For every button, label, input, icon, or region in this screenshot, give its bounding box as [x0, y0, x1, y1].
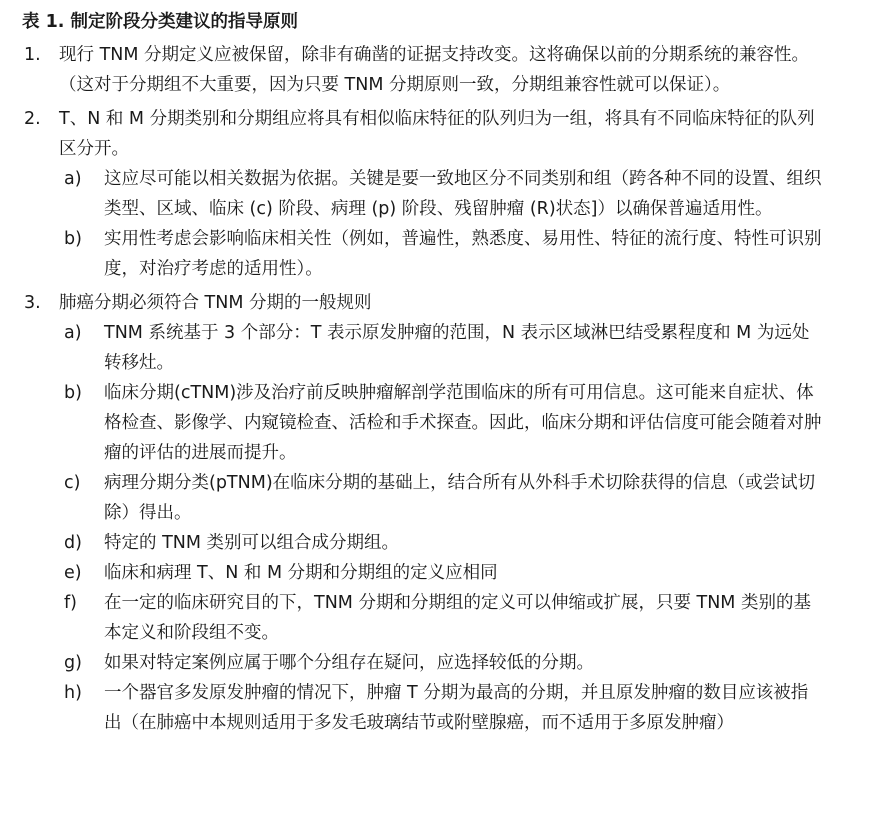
- list-item: [22, 104, 871, 284]
- sub-list-item: [59, 648, 871, 678]
- sub-item-label: c): [64, 473, 81, 493]
- table-title: 表 1. 制定阶段分类建议的指导原则: [22, 12, 299, 32]
- sub-item-text: 一个器官多发原发肿瘤的情况下，肿瘤 T 分期为最高的分期，并且原发肿瘤的数目应该被指出（在肺癌中本规则适用于多发毛玻璃结节或附壁腺癌，而不适用于多原发肿瘤）: [104, 683, 809, 733]
- sub-item-label: f): [64, 593, 77, 613]
- sub-list-item: [59, 318, 871, 378]
- principles-list: [22, 40, 871, 738]
- list-item: [22, 40, 871, 100]
- item-number: 1.: [24, 45, 41, 65]
- sub-list: [59, 318, 871, 738]
- sub-list: [59, 164, 871, 284]
- sub-list-item: [59, 224, 871, 284]
- sub-item-label: e): [64, 563, 82, 583]
- sub-list-item: [59, 558, 871, 588]
- sub-item-label: h): [64, 683, 82, 703]
- item-text: 现行 TNM 分期定义应被保留，除非有确凿的证据支持改变。这将确保以前的分期系统的兼容性。（这对于分期组不大重要，因为只要 TNM 分期原则一致，分期组兼容性就可以保证）。: [59, 45, 810, 95]
- sub-list-item: [59, 164, 871, 224]
- sub-list-item: [59, 528, 871, 558]
- item-text: 肺癌分期必须符合 TNM 分期的一般规则: [59, 293, 372, 313]
- item-number: 3.: [24, 293, 41, 313]
- sub-item-label: d): [64, 533, 82, 553]
- sub-item-text: 这应尽可能以相关数据为依据。关键是要一致地区分不同类别和组（跨各种不同的设置、组织类型、区域、临床 (c) 阶段、病理 (p) 阶段、残留肿瘤 (R)状态]）以确保普遍适用性。: [104, 169, 822, 219]
- sub-item-text: 病理分期分类(pTNM)在临床分期的基础上，结合所有从外科手术切除获得的信息（或尝试切除）得出。: [104, 473, 816, 523]
- item-text: T、N 和 M 分期类别和分期组应将具有相似临床特征的队列归为一组，将具有不同临床特征的队列区分开。: [59, 109, 815, 159]
- sub-list-item: [59, 588, 871, 648]
- sub-item-label: a): [64, 323, 82, 343]
- sub-item-text: 特定的 TNM 类别可以组合成分期组。: [104, 533, 400, 553]
- sub-item-text: 临床分期(cTNM)涉及治疗前反映肿瘤解剖学范围临床的所有可用信息。这可能来自症状、体格检查、影像学、内窥镜检查、活检和手术探查。因此，临床分期和评估信度可能会随着对肿瘤的评估的进展而提升。: [104, 383, 822, 463]
- sub-item-label: a): [64, 169, 82, 189]
- sub-item-text: 临床和病理 T、N 和 M 分期和分期组的定义应相同: [104, 563, 498, 583]
- sub-item-text: TNM 系统基于 3 个部分：T 表示原发肿瘤的范围，N 表示区域淋巴结受累程度和 M 为远处转移灶。: [104, 323, 810, 373]
- list-item: [22, 288, 871, 738]
- sub-list-item: [59, 678, 871, 738]
- sub-list-item: [59, 468, 871, 528]
- sub-item-label: b): [64, 383, 82, 403]
- sub-item-label: g): [64, 653, 82, 673]
- sub-item-text: 如果对特定案例应属于哪个分组存在疑问，应选择较低的分期。: [104, 653, 594, 673]
- item-number: 2.: [24, 109, 41, 129]
- sub-item-text: 实用性考虑会影响临床相关性（例如，普遍性，熟悉度、易用性、特征的流行度、特性可识别度，对治疗考虑的适用性）。: [104, 229, 822, 279]
- sub-list-item: [59, 378, 871, 468]
- sub-item-text: 在一定的临床研究目的下，TNM 分期和分期组的定义可以伸缩或扩展，只要 TNM 类别的基本定义和阶段组不变。: [104, 593, 811, 643]
- sub-item-label: b): [64, 229, 82, 249]
